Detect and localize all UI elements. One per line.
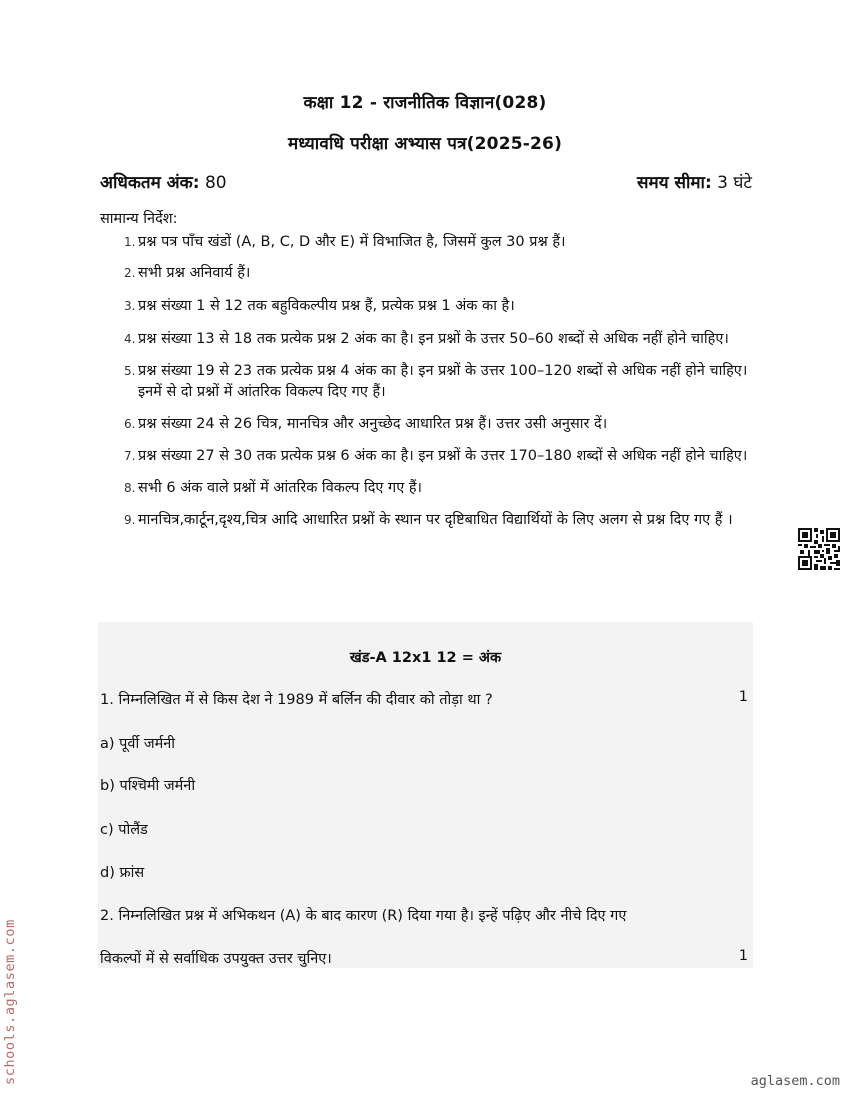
instruction-text: प्रश्न संख्या 1 से 12 तक बहुविकल्पीय प्रश्न हैं, प्रत्येक प्रश्न 1 अंक का है। <box>138 298 515 314</box>
instruction-text: प्रश्न संख्या 13 से 18 तक प्रत्येक प्रश्न 2 अंक का है। इन प्रश्नों के उत्तर 50–60 शब्दों से अधिक नहीं होने चाहिए। <box>138 331 729 347</box>
instruction-text: सभी प्रश्न अनिवार्य हैं। <box>138 265 251 281</box>
side-watermark: schools.aglasem.com <box>2 919 18 1085</box>
section-a-heading: खंड-A 12x1 12 = अंक <box>349 650 502 666</box>
max-marks-value: 80 <box>204 173 227 193</box>
question-1-option-a: a) पूर्वी जर्मनी <box>100 736 176 752</box>
instruction-text: प्रश्न संख्या 19 से 23 तक प्रत्येक प्रश्न 4 अंक का है। इन प्रश्नों के उत्तर 100–120 शब्दों से अधिक नहीं होने चाहिए। इनमें से दो प्रश्नों में आंतरिक विकल्प दिए गए हैं। <box>138 363 748 400</box>
instruction-number: 7 . <box>124 446 135 467</box>
time-limit <box>637 170 752 193</box>
instruction-item <box>100 414 755 435</box>
instruction-text: प्रश्न पत्र पाँच खंडों (A, B, C, D और E) में विभाजित है, जिसमें कुल 30 प्रश्न हैं। <box>138 234 566 250</box>
question-2-text-line-2: विकल्पों में से सर्वाधिक उपयुक्त उत्तर चुनिए। <box>100 951 332 967</box>
instruction-number: 1 . <box>124 232 135 253</box>
instruction-item <box>100 361 755 403</box>
max-marks <box>100 170 227 193</box>
instruction-text: प्रश्न संख्या 24 से 26 चित्र, मानचित्र और अनुच्छेद आधारित प्रश्न हैं। उत्तर उसी अनुसार दें। <box>138 416 608 432</box>
question-2-line-1 <box>100 905 748 925</box>
instruction-text: मानचित्र,कार्टून,दृश्य,चित्र आदि आधारित प्रश्नों के स्थान पर दृष्टिबाधित विद्यार्थियों के लिए अलग से प्रश्न दिए गए हैं । <box>138 512 733 528</box>
time-limit-label: समय सीमा: <box>637 173 712 193</box>
instruction-number: 9 . <box>124 510 135 531</box>
instruction-number: 8 . <box>124 478 135 499</box>
question-2-text-line-1: 2. निम्नलिखित प्रश्न में अभिकथन (A) के बाद कारण (R) दिया गया है। इन्हें पढ़िए और नीचे दिए गए <box>100 908 627 924</box>
question-2-line-2 <box>100 948 748 968</box>
question-1-option-b: b) पश्चिमी जर्मनी <box>100 778 196 794</box>
instruction-item <box>100 296 755 317</box>
instruction-item <box>100 263 755 284</box>
instruction-text: सभी 6 अंक वाले प्रश्नों में आंतरिक विकल्प दिए गए हैं। <box>138 480 423 496</box>
instruction-number: 4 . <box>124 329 135 350</box>
question-1-marks: 1 <box>738 689 748 705</box>
instruction-item <box>100 510 755 531</box>
instruction-number: 3 . <box>124 296 135 317</box>
question-1-option-c: c) पोलैंड <box>100 822 148 838</box>
instructions-heading: सामान्य निर्देश: <box>100 211 178 227</box>
page-title: कक्षा 12 - राजनीतिक विज्ञान(028) <box>303 93 547 113</box>
time-limit-value: 3 घंटे <box>717 173 752 193</box>
qr-code-icon[interactable] <box>798 528 840 570</box>
instruction-item <box>100 329 755 350</box>
instruction-number: 6 . <box>124 414 135 435</box>
instructions-list <box>100 232 755 531</box>
question-1 <box>100 689 748 709</box>
max-marks-label: अधिकतम अंक: <box>100 173 200 193</box>
question-1-text: 1. निम्नलिखित में से किस देश ने 1989 में बर्लिन की दीवार को तोड़ा था ? <box>100 692 493 708</box>
page-subtitle: मध्यावधि परीक्षा अभ्यास पत्र(2025-26) <box>287 134 563 154</box>
instruction-number: 5 . <box>124 361 135 382</box>
bottom-watermark: aglasem.com <box>750 1073 840 1089</box>
instruction-item <box>100 478 755 499</box>
instruction-number: 2 . <box>124 263 135 284</box>
question-2-marks: 1 <box>738 948 748 964</box>
instruction-item <box>100 446 755 467</box>
instruction-item <box>100 232 755 253</box>
instruction-text: प्रश्न संख्या 27 से 30 तक प्रत्येक प्रश्न 6 अंक का है। इन प्रश्नों के उत्तर 170–180 शब्दों से अधिक नहीं होने चाहिए। <box>138 448 748 464</box>
question-1-option-d: d) फ्रांस <box>100 865 145 881</box>
marks-time-row <box>100 170 752 193</box>
